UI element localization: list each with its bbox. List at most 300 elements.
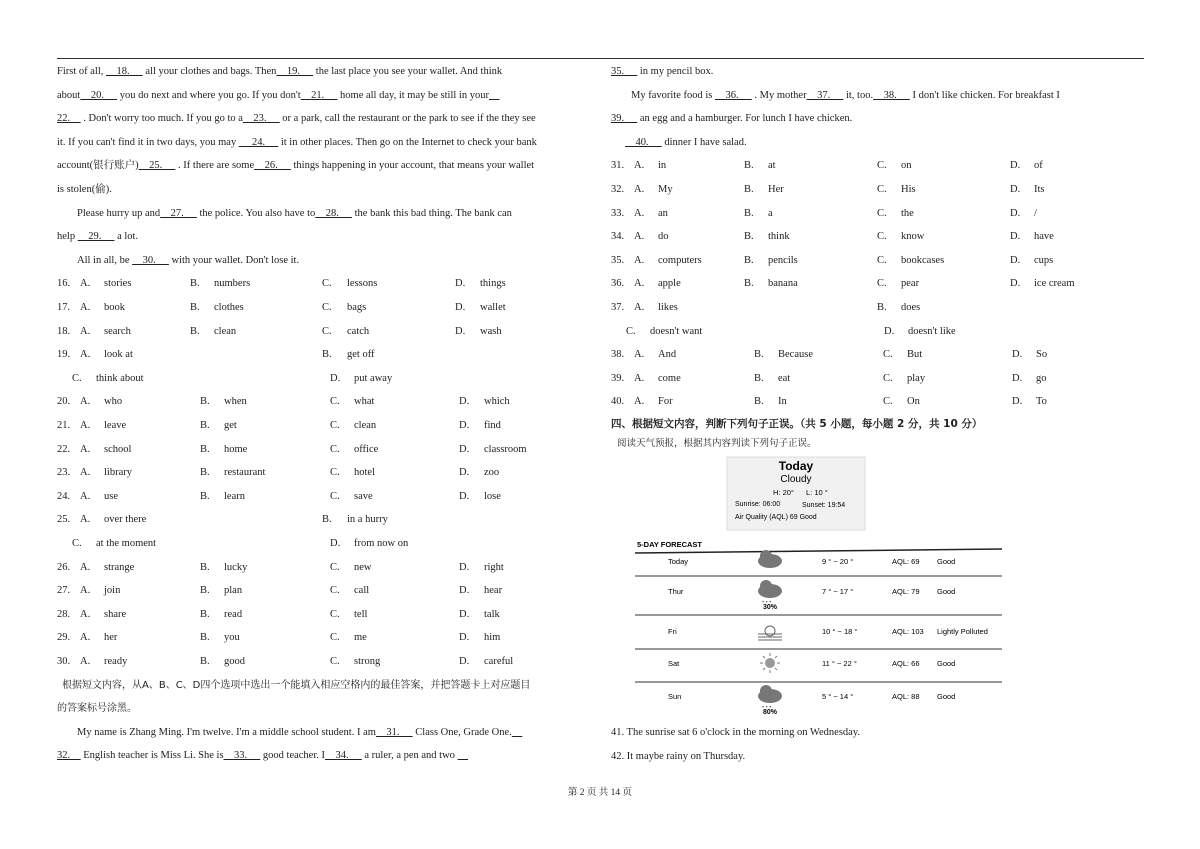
option-letter: D.: [1010, 254, 1021, 266]
option-letter: A.: [80, 585, 91, 597]
passage-text: Please hurry up and: [77, 207, 161, 219]
option-text: read: [224, 608, 243, 620]
option-letter: A.: [80, 325, 91, 337]
option-letter: B.: [200, 420, 210, 431]
forecast-day: Thur: [668, 587, 684, 596]
option-text: of: [1034, 160, 1043, 172]
option-text: /: [1034, 207, 1037, 219]
sunrise-text: Sunrise: 06:00: [735, 501, 781, 508]
passage-text: it. If you can't find it in two days, you may: [57, 136, 239, 148]
sun-icon: [765, 658, 775, 668]
statement-42: 42. It maybe rainy on Thursday.: [611, 751, 746, 762]
passage-text: you do next and where you go. If you don't: [117, 89, 301, 101]
option-letter: B.: [322, 514, 332, 526]
option-text: have: [1034, 231, 1054, 243]
question-number: 39.: [611, 372, 625, 384]
option-text: Because: [778, 349, 813, 361]
blank-number: 18.: [106, 66, 143, 77]
passage-text: Class One, Grade One.: [412, 726, 512, 738]
option-text: Its: [1034, 184, 1045, 195]
option-text: lessons: [347, 278, 378, 290]
option-text: look at: [104, 349, 133, 361]
option-text: at: [768, 160, 776, 172]
option-letter: A.: [80, 514, 91, 526]
option-text: at the moment: [96, 538, 157, 549]
blank-number: 34.: [325, 750, 362, 762]
blank-number: 40.: [625, 136, 662, 148]
option-text: And: [658, 349, 677, 361]
question-number: 36.: [611, 278, 625, 290]
blank-number: 31.: [375, 726, 413, 738]
blank-number: 21.: [300, 89, 338, 101]
option-text: wallet: [480, 302, 506, 313]
option-letter: B.: [754, 349, 764, 361]
precip-percent: 80%: [763, 709, 778, 716]
passage-text: the police. You also have to: [196, 207, 316, 219]
option-text: eat: [778, 372, 791, 384]
option-text: pencils: [768, 254, 798, 266]
option-letter: B.: [754, 396, 764, 408]
option-text: tell: [354, 608, 368, 620]
option-letter: C.: [330, 467, 340, 479]
blank-number: 19.: [276, 66, 314, 77]
question-number: 30.: [57, 656, 71, 667]
question-number: 34.: [611, 231, 625, 243]
option-letter: D.: [1010, 184, 1021, 195]
question-number: 20.: [57, 396, 71, 408]
blank-number: 24.: [238, 136, 279, 148]
option-text: cups: [1034, 254, 1054, 266]
forecast-status: Good: [937, 557, 956, 566]
option-letter: B.: [200, 656, 210, 667]
passage-text: the bank this bad thing. The bank can: [352, 207, 512, 219]
option-text: hotel: [354, 467, 375, 479]
option-letter: A.: [80, 608, 91, 620]
option-text: what: [354, 396, 375, 408]
sun-ray: [763, 668, 765, 670]
passage-line: [631, 89, 1060, 103]
passage-line: [625, 136, 747, 150]
passage-line: [57, 89, 499, 103]
sun-ray: [763, 656, 765, 658]
option-text: strange: [104, 561, 135, 573]
option-letter: D.: [459, 467, 470, 479]
option-text: know: [901, 231, 925, 243]
option-letter: D.: [330, 372, 341, 384]
question-number: 37.: [611, 302, 625, 313]
forecast-day: Sat: [668, 659, 680, 668]
blank-number: [512, 727, 523, 738]
option-letter: D.: [455, 325, 466, 337]
question-number: 25.: [57, 514, 71, 526]
option-text: computers: [658, 254, 702, 266]
option-text: leave: [104, 420, 127, 431]
option-letter: A.: [80, 561, 91, 573]
weather-forecast-graphic: [630, 455, 1010, 720]
forecast-day: Today: [668, 557, 689, 566]
option-text: learn: [224, 490, 245, 502]
option-letter: A.: [634, 349, 645, 361]
option-text: For: [658, 396, 673, 408]
option-text: over there: [104, 514, 147, 526]
option-text: new: [354, 561, 372, 573]
option-letter: B.: [877, 302, 887, 313]
option-letter: A.: [80, 396, 91, 408]
option-letter: C.: [322, 278, 332, 290]
option-text: talk: [484, 608, 500, 620]
passage-text: First of all,: [57, 66, 106, 77]
option-text: good: [224, 656, 245, 667]
question-number: 31.: [611, 160, 625, 172]
forecast-status: Good: [937, 659, 956, 668]
question-number: 28.: [57, 608, 71, 620]
blank-number: 26.: [254, 160, 291, 172]
option-text: you: [224, 632, 240, 644]
option-text: who: [104, 396, 123, 408]
option-letter: D.: [459, 420, 470, 431]
passage-text: dinner I have salad.: [661, 136, 747, 148]
option-text: clothes: [214, 302, 244, 313]
question-number: 23.: [57, 467, 71, 479]
option-letter: D.: [459, 656, 470, 667]
question-number: 16.: [57, 278, 71, 290]
option-text: the: [901, 207, 914, 219]
forecast-temp: 11 ° ~ 22 °: [822, 659, 857, 668]
option-text: In: [778, 396, 787, 408]
option-letter: C.: [330, 396, 340, 408]
blank-number: 33.: [223, 750, 261, 762]
forecast-day: Fri: [668, 627, 677, 636]
option-text: find: [484, 420, 501, 431]
top-rule: [57, 58, 1144, 59]
option-letter: D.: [330, 538, 341, 549]
passage-line: [57, 183, 112, 197]
option-letter: A.: [634, 278, 645, 290]
option-text: when: [224, 396, 247, 408]
passage-text: My favorite food is: [631, 89, 715, 101]
passage-line: [77, 726, 522, 740]
instruction-text: 根据短文内容，从A、B、C、D四个选项中选出一个能填入相应空格内的最佳答案，并把答题卡上对应题目: [62, 679, 531, 691]
option-text: classroom: [484, 443, 527, 455]
option-text: a: [768, 207, 773, 219]
option-letter: A.: [80, 632, 91, 644]
option-text: on: [901, 160, 912, 172]
option-text: in: [658, 160, 667, 172]
option-text: clean: [354, 420, 377, 431]
option-text: banana: [768, 278, 798, 290]
question-number: 24.: [57, 490, 71, 502]
option-text: go: [1036, 372, 1047, 384]
option-text: doesn't like: [908, 325, 956, 337]
option-letter: D.: [459, 561, 470, 573]
blank-number: 36.: [715, 89, 752, 101]
forecast-aql: AQL: 79: [892, 587, 920, 596]
blank-number: 28.: [315, 207, 353, 219]
option-text: But: [907, 349, 923, 361]
option-text: bookcases: [901, 254, 945, 266]
passage-line: [77, 254, 299, 268]
option-letter: A.: [634, 396, 645, 408]
option-letter: A.: [634, 254, 645, 266]
forecast-aql: AQL: 69: [892, 557, 920, 566]
option-text: search: [104, 325, 131, 337]
option-text: pear: [901, 278, 920, 290]
option-letter: C.: [883, 372, 893, 384]
option-letter: C.: [330, 656, 340, 667]
option-letter: B.: [200, 467, 210, 479]
option-letter: D.: [455, 278, 466, 290]
option-letter: D.: [459, 608, 470, 620]
forecast-temp: 10 ° ~ 18 °: [822, 627, 858, 636]
today-high: H: 20°: [773, 488, 794, 497]
forecast-status: Good: [937, 587, 956, 596]
option-letter: B.: [190, 325, 200, 337]
forecast-aql: AQL: 103: [892, 627, 924, 636]
option-letter: B.: [744, 207, 754, 219]
today-condition: Cloudy: [780, 474, 812, 485]
passage-text: it in other places. Then go on the Internet to check your bank: [278, 136, 537, 148]
weather-forecast-image: [630, 455, 1010, 720]
option-text: which: [484, 396, 510, 408]
option-letter: A.: [634, 302, 645, 313]
option-letter: C.: [877, 254, 887, 266]
passage-text: good teacher. I: [260, 750, 326, 762]
forecast-aql: AQL: 88: [892, 692, 920, 701]
option-text: ready: [104, 656, 128, 667]
option-text: save: [354, 490, 373, 502]
rain-icon: [760, 685, 772, 697]
option-text: office: [354, 443, 379, 455]
blank-number: 35.: [611, 66, 638, 77]
sun-ray: [775, 668, 777, 670]
option-letter: B.: [190, 278, 200, 290]
option-letter: A.: [80, 443, 91, 455]
option-text: me: [354, 632, 367, 644]
passage-text: is stolen(偷).: [57, 184, 112, 195]
option-letter: B.: [200, 632, 210, 644]
today-low: L: 10 °: [806, 488, 828, 497]
option-letter: D.: [459, 443, 470, 455]
option-letter: C.: [330, 585, 340, 597]
question-number: 19.: [57, 349, 71, 361]
passage-line: [57, 65, 502, 79]
statement-41: 41. The sunrise sat 6 o'clock in the morning on Wednesday.: [611, 727, 861, 738]
option-letter: D.: [459, 490, 470, 502]
blank-number: 23.: [242, 113, 280, 125]
passage-text: English teacher is Miss Li. She is: [80, 750, 224, 762]
option-letter: D.: [1012, 349, 1023, 361]
option-text: On: [907, 396, 920, 408]
option-letter: C.: [330, 490, 340, 502]
option-letter: A.: [80, 302, 91, 313]
passage-text: . My mother: [751, 89, 807, 101]
passage-text: a ruler, a pen and two: [361, 750, 458, 762]
passage-text: I don't like chicken. For breakfast I: [909, 89, 1060, 101]
option-text: zoo: [484, 467, 500, 479]
option-letter: A.: [80, 420, 91, 431]
option-text: strong: [354, 656, 381, 667]
forecast-rule: [635, 549, 1002, 553]
option-letter: C.: [330, 420, 340, 431]
forecast-day: Sun: [668, 692, 682, 701]
option-letter: C.: [877, 278, 887, 290]
passage-line: [77, 207, 512, 221]
blank-number: 30.: [132, 254, 169, 266]
passage-text: help: [57, 231, 78, 243]
question-number: 29.: [57, 632, 71, 644]
precip-percent: 30%: [763, 604, 778, 611]
passage-text: My name is Zhang Ming. I'm twelve. I'm a middle school student. I am: [77, 726, 376, 738]
option-text: call: [354, 585, 370, 597]
option-text: wash: [480, 325, 502, 337]
option-letter: D.: [884, 325, 895, 337]
option-text: His: [901, 184, 916, 195]
passage-text: . Don't worry too much. If you go to a: [80, 113, 243, 125]
option-letter: D.: [1010, 231, 1021, 243]
option-text: join: [104, 585, 121, 597]
passage-text: in my pencil box.: [637, 66, 714, 77]
option-text: bags: [347, 302, 367, 313]
option-text: apple: [658, 278, 681, 290]
option-letter: C.: [877, 207, 887, 219]
option-text: Her: [768, 184, 784, 195]
option-text: lose: [484, 490, 501, 502]
option-text: book: [104, 302, 125, 313]
option-letter: C.: [330, 632, 340, 644]
option-text: her: [104, 632, 118, 644]
question-number: 21.: [57, 420, 71, 431]
passage-text: the last place you see your wallet. And think: [313, 66, 503, 77]
option-text: share: [104, 608, 127, 620]
question-number: 26.: [57, 561, 71, 573]
forecast-title: 5-DAY FORECAST: [637, 540, 703, 549]
option-letter: B.: [754, 372, 764, 384]
air-quality-text: Air Quality (AQL) 69 Good: [735, 514, 817, 521]
option-text: things: [480, 278, 506, 290]
rain-drops-icon: • • •: [762, 600, 772, 606]
passage-text: All in all, be: [77, 254, 133, 266]
option-letter: A.: [634, 372, 645, 384]
option-text: lucky: [224, 561, 248, 573]
blank-number: 37.: [806, 89, 844, 101]
option-letter: B.: [200, 490, 210, 502]
instruction-text: 的答案标号涂黑。: [57, 703, 137, 715]
section-subtitle: 阅读天气预报，根据其内容判读下列句子正误。: [617, 438, 817, 449]
forecast-temp: 7 ° ~ 17 °: [822, 587, 854, 596]
option-text: think about: [96, 372, 144, 384]
option-text: So: [1036, 349, 1048, 361]
option-text: school: [104, 443, 132, 455]
option-letter: C.: [72, 372, 82, 384]
option-letter: C.: [72, 538, 82, 549]
option-letter: C.: [330, 608, 340, 620]
option-letter: B.: [744, 254, 754, 266]
passage-text: things happening in your account, that means your wallet: [290, 160, 535, 172]
option-letter: B.: [200, 396, 210, 408]
forecast-temp: 9 ° ~ 20 °: [822, 557, 854, 566]
option-text: hear: [484, 585, 503, 597]
option-letter: A.: [80, 349, 91, 361]
option-text: use: [104, 490, 118, 502]
option-text: catch: [347, 325, 370, 337]
option-letter: B.: [744, 278, 754, 290]
option-letter: D.: [1012, 396, 1023, 408]
option-letter: D.: [1012, 372, 1023, 384]
question-number: 33.: [611, 207, 625, 219]
blank-number: 38.: [873, 89, 910, 101]
passage-line: [611, 112, 852, 126]
option-letter: B.: [744, 160, 754, 172]
sun-ray: [775, 656, 777, 658]
option-text: library: [104, 467, 132, 479]
question-number: 17.: [57, 302, 71, 313]
option-text: in a hurry: [347, 514, 388, 526]
question-number: 35.: [611, 254, 625, 266]
passage-text: account(银行账户): [57, 160, 139, 172]
sunset-text: Sunset: 19:54: [802, 502, 846, 509]
blank-number: 25.: [138, 160, 176, 172]
rain-drops-icon: • • •: [762, 705, 772, 711]
option-text: from now on: [354, 538, 409, 549]
passage-text: all your clothes and bags. Then: [142, 66, 277, 77]
page-footer: 第 2 页 共 14 页: [567, 788, 633, 798]
option-letter: A.: [80, 278, 91, 290]
option-letter: D.: [459, 585, 470, 597]
option-letter: C.: [330, 443, 340, 455]
passage-text: . If there are some: [175, 160, 255, 172]
option-letter: C.: [877, 231, 887, 243]
option-letter: A.: [80, 656, 91, 667]
option-letter: A.: [634, 231, 645, 243]
option-letter: C.: [626, 325, 636, 337]
option-text: ice cream: [1034, 278, 1075, 290]
option-text: home: [224, 443, 248, 455]
passage-line: [57, 159, 534, 173]
passage-text: an egg and a hamburger. For lunch I have chicken.: [637, 113, 853, 125]
option-text: think: [768, 231, 790, 243]
passage-text: about: [57, 89, 81, 101]
option-letter: B.: [200, 443, 210, 455]
option-letter: C.: [322, 325, 332, 337]
option-text: put away: [354, 372, 393, 384]
option-text: careful: [484, 656, 514, 667]
passage-text: home all day, it may be still in your: [337, 89, 489, 101]
option-text: play: [907, 372, 926, 384]
option-text: doesn't want: [650, 325, 703, 337]
passage-text: it, too.: [843, 89, 874, 101]
blank-number: [458, 750, 469, 761]
passage-line: [57, 136, 537, 150]
question-number: 38.: [611, 349, 625, 361]
passage-text: a lot.: [114, 231, 139, 243]
option-text: right: [484, 561, 504, 573]
option-text: an: [658, 207, 668, 219]
option-text: plan: [224, 585, 243, 597]
question-number: 40.: [611, 396, 625, 408]
section-title: 四、根据短文内容，判断下列句子正误。（共 5 小题，每小题 2 分，共 10 分）: [611, 418, 983, 430]
option-letter: C.: [322, 302, 332, 313]
option-text: get: [224, 420, 237, 431]
option-letter: C.: [330, 561, 340, 573]
option-text: restaurant: [224, 467, 266, 479]
option-text: come: [658, 372, 681, 384]
option-text: My: [658, 184, 673, 195]
option-letter: B.: [744, 184, 754, 195]
option-letter: A.: [634, 160, 645, 172]
option-text: him: [484, 632, 501, 644]
question-number: 32.: [611, 184, 625, 195]
question-number: 18.: [57, 325, 71, 337]
